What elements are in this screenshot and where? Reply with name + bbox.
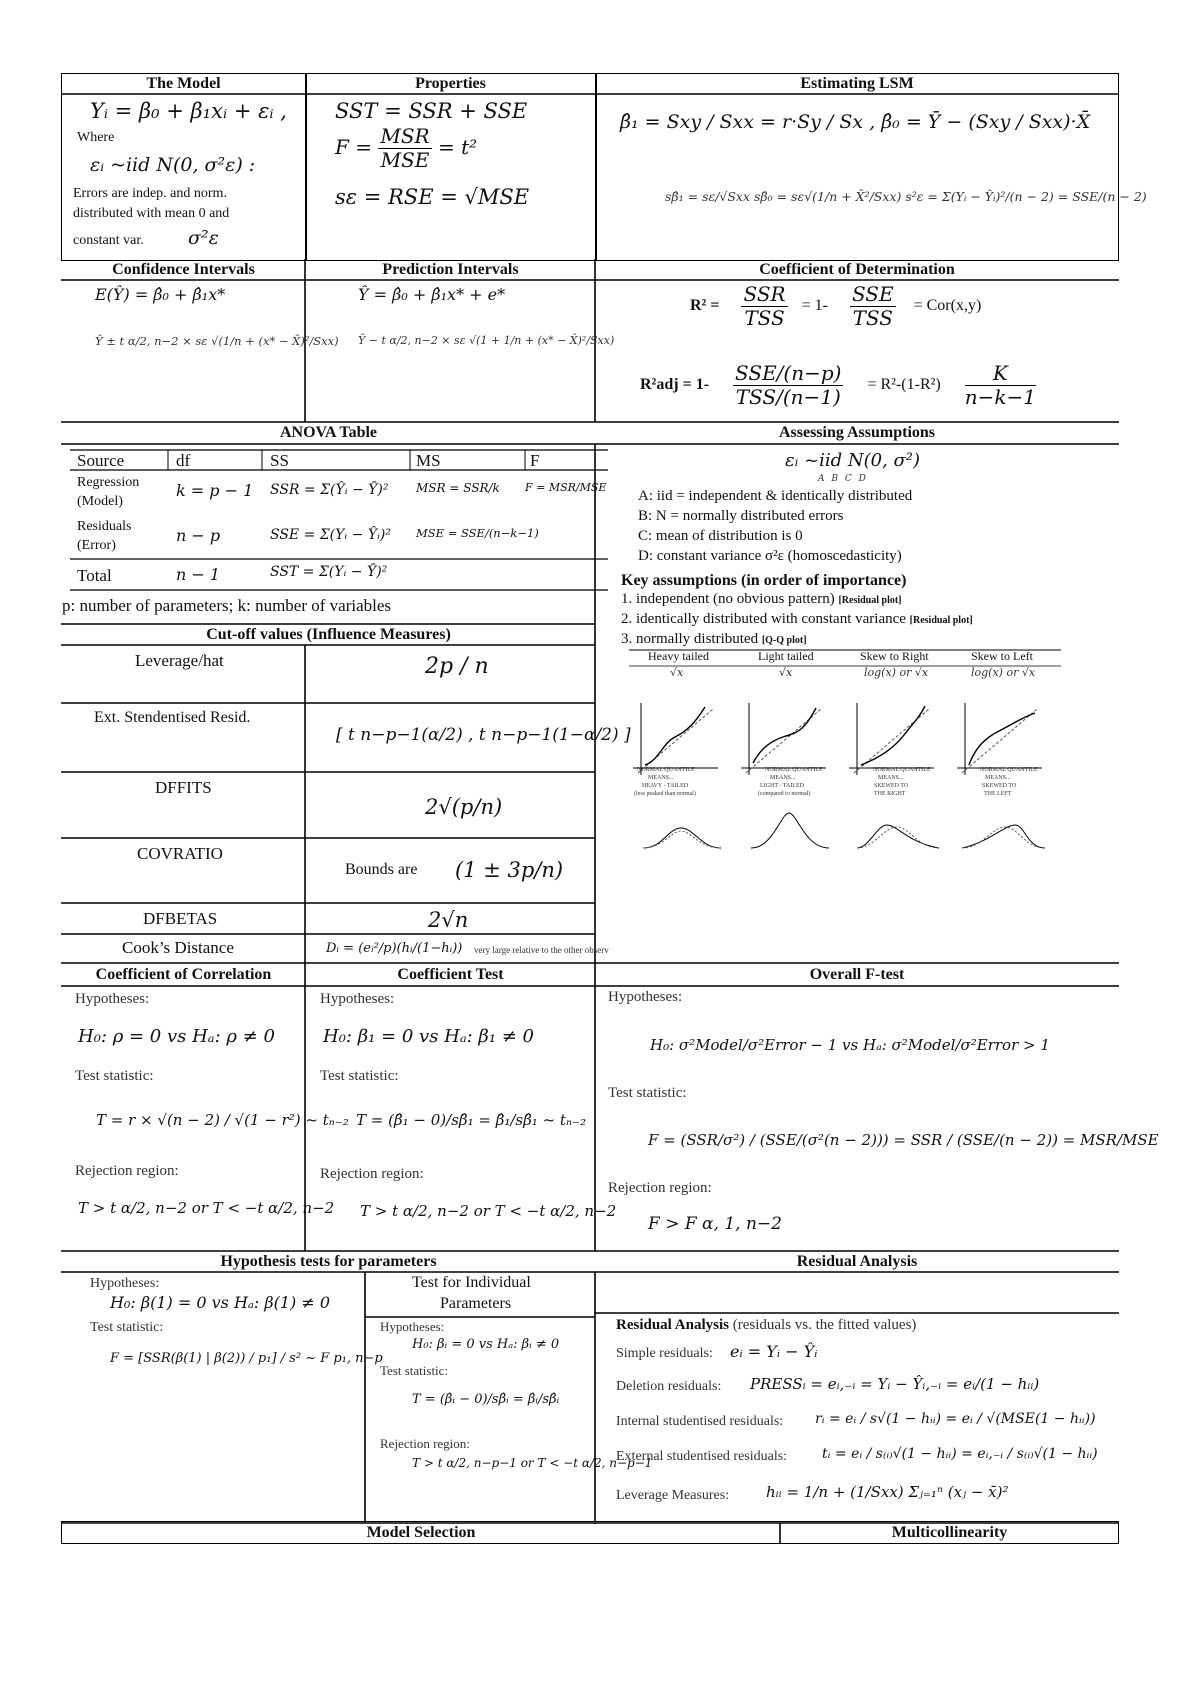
cutoff-extstud-label: Ext. Stendentised Resid. (94, 709, 251, 726)
lsm-beta-estimates: β̂₁ = Sxy / Sxx = r·Sy / Sx , β̂₀ = Ȳ − (Sxy / Sxx)·X̄ (620, 111, 1091, 133)
anova-note: p: number of parameters; k: number of variables (62, 596, 392, 615)
key-assumption-3-tag: [Q-Q plot] (761, 635, 807, 646)
anova-row-total-label: Total (77, 566, 112, 585)
ci-expected-value: E(Ŷ) = β̂₀ + β̂₁x* (95, 285, 226, 304)
cod-r2adj-label: R²adj = 1- (640, 376, 710, 394)
qq-heavy-header: Heavy tailed (648, 649, 709, 663)
properties-f-lhs: F = (335, 135, 372, 159)
residual-leverage-eq: hᵢᵢ = 1/n + (1/Sxx) Σⱼ₌₁ⁿ (xⱼ − x̄)² (766, 1483, 1009, 1501)
cod-one-minus: = 1- (801, 297, 828, 315)
coeftest-hypothesis: H₀: β₁ = 0 vs Hₐ: β₁ ≠ 0 (323, 1026, 534, 1047)
assumptions-dist-letters: A B C D (818, 474, 868, 484)
pi-predicted-value: Ŷ = β̂₀ + β̂₁x* + e* (358, 285, 506, 304)
header-anova-table: ANOVA Table (279, 424, 378, 441)
pi-interval: Ŷ − t α/2, n−2 × sε √(1 + 1/n + (x* − X̄)²/Sxx) (358, 334, 615, 347)
assumption-d: D: constant variance σ²ε (homoscedasticity) (638, 548, 902, 564)
header-residual-analysis: Residual Analysis (796, 1253, 918, 1270)
coeftest-rr-label: Rejection region: (320, 1166, 424, 1182)
qq-skewright-transform: log(x) or √x (864, 666, 929, 679)
properties-f-num: MSR (380, 124, 430, 148)
corr-test-statistic: T = r × √(n − 2) / √(1 − r²) ~ tₙ₋₂ (96, 1111, 349, 1129)
key-assumption-2-tag: [Residual plot] (909, 615, 973, 626)
qq-heavy-tailed-plot (633, 703, 721, 848)
cutoff-cooks-label: Cook’s Distance (122, 938, 234, 957)
properties-sst: SST = SSR + SSE (335, 99, 528, 123)
anova-col-ms: MS (416, 451, 441, 470)
qq-heavy-transform: √x (670, 666, 684, 679)
cutoff-dfbetas-value: 2√n (428, 908, 469, 932)
corr-ts-label: Test statistic: (75, 1068, 154, 1084)
key-assumption-2-text: 2. identically distributed with constant variance (621, 611, 906, 627)
qq-skewleft-cap1: NORMAL QUANTILE (980, 767, 1038, 773)
qq-skewleft-cap2: MEANS... (985, 775, 1011, 781)
cod-nk1: n−k−1 (964, 385, 1036, 409)
qq-heavy-cap3: HEAVY - TAILED (642, 783, 689, 789)
cutoff-extstud-value: [ t n−p−1(α/2) , t n−p−1(1−α/2) ] (336, 725, 631, 745)
qq-skewright-header: Skew to Right (860, 649, 929, 663)
qq-heavy-cap1: NORMAL QUANTILE (637, 767, 695, 773)
anova-row-residuals-ms: MSE = SSE/(n−k−1) (416, 526, 539, 540)
anova-row-regression-ms: MSR = SSR/k (416, 481, 500, 495)
cutoff-cooks-value: Dᵢ = (eᵢ²/p)(hᵢ/(1−hᵢ)) (326, 941, 463, 956)
qq-heavy-cap2: MEANS... (648, 775, 674, 781)
anova-row-residuals-ss: SSE = Σ(Yᵢ − Ŷᵢ)² (270, 527, 391, 543)
residual-title: Residual Analysis (616, 1317, 729, 1333)
ftest-rejection: F > F α, 1, n−2 (648, 1214, 782, 1234)
qq-light-cap3: LIGHT - TAILED (760, 783, 804, 789)
param-ts-label: Test statistic: (90, 1320, 164, 1335)
qq-light-transform: √x (779, 666, 793, 679)
residual-title-rest: (residuals vs. the fitted values) (732, 1317, 917, 1333)
param-hypothesis: H₀: β(1) = 0 vs Hₐ: β(1) ≠ 0 (110, 1293, 331, 1312)
anova-row-regression-df: k = p − 1 (176, 481, 254, 500)
model-desc-line1: Errors are indep. and norm. (73, 186, 227, 201)
cutoff-leverage-label: Leverage/hat (135, 651, 224, 670)
cutoff-dffits-label: DFFITS (155, 778, 212, 797)
header-coef-test: Coefficient Test (397, 966, 504, 983)
corr-rr-label: Rejection region: (75, 1163, 179, 1179)
indiv-title-2: Parameters (440, 1295, 512, 1312)
residual-external-label: External studentised residuals: (616, 1449, 788, 1464)
indiv-hypothesis: H₀: βᵢ = 0 vs Hₐ: βᵢ ≠ 0 (412, 1337, 560, 1352)
assumption-b: B: N = normally distributed errors (638, 508, 844, 524)
key-assumption-1 (621, 591, 902, 608)
ftest-test-statistic: F = (SSR/σ²) / (SSE/(σ²(n − 2))) = SSR / (SSE/(n − 2)) = MSR/MSE (648, 1131, 1159, 1149)
qq-skewright-cap2: MEANS... (878, 775, 904, 781)
ftest-ts-label: Test statistic: (608, 1085, 687, 1101)
coeftest-ts-label: Test statistic: (320, 1068, 399, 1084)
model-variance-symbol: σ²ε (188, 227, 219, 249)
cutoff-dfbetas-label: DFBETAS (143, 909, 218, 928)
indiv-rr-label: Rejection region: (380, 1436, 470, 1451)
residual-simple-label: Simple residuals: (616, 1346, 713, 1361)
assumption-c: C: mean of distribution is 0 (638, 528, 803, 544)
indiv-rejection: T > t α/2, n−p−1 or T < −t α/2, n−p−1 (412, 1456, 653, 1470)
model-desc-line3: constant var. (73, 233, 144, 248)
cod-ssr: SSR (743, 282, 786, 306)
cod-sse: SSE (851, 282, 894, 306)
qq-skewright-cap4: THE RIGHT (874, 791, 906, 797)
anova-row-regression-ss: SSR = Σ(Ŷᵢ − Ȳ)² (270, 482, 389, 498)
ftest-hyp-label: Hypotheses: (608, 989, 683, 1005)
anova-row-residuals-sub: (Error) (77, 538, 116, 553)
header-prediction-intervals: Prediction Intervals (382, 261, 519, 278)
cutoff-covratio-value: (1 ± 3p/n) (455, 858, 564, 882)
anova-row-regression-sub: (Model) (77, 494, 123, 509)
qq-light-cap1: NORMAL QUANTILE (765, 767, 823, 773)
anova-col-ss: SS (270, 451, 289, 470)
indiv-test-statistic: T = (β̂ᵢ − 0)/sβ̂ᵢ = β̂ᵢ/sβ̂ᵢ (412, 1392, 560, 1407)
qq-skewleft-cap3: SKEWED TO (982, 783, 1017, 789)
qq-skewright-cap3: SKEWED TO (874, 783, 909, 789)
properties-se: sε = RSE = √MSE (335, 185, 530, 209)
model-desc-line2: distributed with mean 0 and (73, 206, 230, 221)
qq-skewright-cap1: NORMAL QUANTILE (873, 767, 931, 773)
cod-tss-2: TSS (852, 306, 893, 330)
residual-title-line (616, 1317, 916, 1334)
ftest-hypothesis: H₀: σ²Model/σ²Error − 1 vs Hₐ: σ²Model/σ²Error > 1 (650, 1036, 1050, 1054)
cutoff-leverage-value: 2p / n (425, 654, 489, 679)
coeftest-rejection: T > t α/2, n−2 or T < −t α/2, n−2 (360, 1202, 617, 1220)
header-cutoff-values: Cut-off values (Influence Measures) (206, 626, 451, 643)
corr-hypothesis: H₀: ρ = 0 vs Hₐ: ρ ≠ 0 (78, 1026, 275, 1047)
cod-r2adj-eq: = R²-(1-R²) (867, 376, 941, 394)
residual-leverage-label: Leverage Measures: (616, 1488, 730, 1503)
anova-row-regression-f: F = MSR/MSE (525, 481, 607, 494)
anova-col-f: F (530, 451, 540, 470)
qq-skewleft-header: Skew to Left (971, 649, 1033, 663)
cod-tss: TSS (744, 306, 785, 330)
anova-row-residuals-label: Residuals (77, 519, 132, 534)
coeftest-test-statistic: T = (β̂₁ − 0)/sβ̂₁ = β̂₁/sβ̂₁ ~ tₙ₋₂ (356, 1111, 586, 1129)
header-multicollinearity: Multicollinearity (891, 1524, 1008, 1541)
corr-hyp-label: Hypotheses: (75, 991, 150, 1007)
header-properties: Properties (415, 75, 486, 92)
anova-col-df: df (176, 451, 191, 470)
anova-col-source: Source (77, 451, 125, 470)
header-estimating-lsm: Estimating LSM (800, 75, 914, 92)
param-hyp-label: Hypotheses: (90, 1276, 160, 1291)
header-model-selection: Model Selection (366, 1524, 476, 1541)
header-overall-f-test: Overall F-test (809, 966, 905, 983)
properties-f-den: MSE (380, 148, 430, 172)
model-equation: Yᵢ = β₀ + β₁xᵢ + εᵢ , (90, 99, 287, 123)
ftest-rr-label: Rejection region: (608, 1180, 712, 1196)
residual-deletion-eq: PRESSᵢ = eᵢ,₋ᵢ = Yᵢ − Ŷᵢ,₋ᵢ = eᵢ/(1 − hᵢᵢ) (750, 1375, 1040, 1393)
residual-internal-label: Internal studentised residuals: (616, 1414, 784, 1429)
residual-deletion-label: Deletion residuals: (616, 1379, 722, 1394)
corr-rejection: T > t α/2, n−2 or T < −t α/2, n−2 (78, 1199, 335, 1217)
coeftest-hyp-label: Hypotheses: (320, 991, 395, 1007)
assumptions-error-dist: εᵢ ~iid N(0, σ²) (785, 450, 921, 471)
anova-row-regression-label: Regression (77, 475, 140, 490)
cod-cor: = Cor(x,y) (913, 297, 982, 315)
qq-heavy-cap4: (less peaked than normal) (634, 791, 696, 797)
lsm-standard-errors: sβ̂₁ = sε/√Sxx sβ̂₀ = sε√(1/n + X̄²/Sxx) s²ε = Σ(Yᵢ − Ŷᵢ)²/(n − 2) = SSE/(n − 2) (665, 189, 1147, 204)
cutoff-dffits-value: 2√(p/n) (425, 795, 503, 819)
qq-light-cap4: (compared to normal) (758, 791, 811, 797)
qq-skewleft-cap4: THE LEFT (984, 791, 1012, 797)
key-assumption-3-text: 3. normally distributed (621, 631, 759, 647)
cutoff-covratio-pre: Bounds are (345, 861, 418, 878)
header-hyp-tests-params: Hypothesis tests for parameters (220, 1253, 437, 1270)
anova-row-total-df: n − 1 (176, 565, 221, 584)
cod-tss-n1: TSS/(n−1) (735, 385, 841, 409)
indiv-title-1: Test for Individual (412, 1274, 531, 1291)
key-assumptions-title: Key assumptions (in order of importance) (621, 572, 907, 589)
properties-f-rhs: = t² (437, 135, 478, 159)
qq-light-cap2: MEANS... (770, 775, 796, 781)
anova-row-residuals-df: n − p (176, 526, 221, 545)
cod-sse-np: SSE/(n−p) (735, 361, 842, 385)
residual-simple-eq: eᵢ = Yᵢ − Ŷᵢ (730, 1342, 818, 1361)
cod-r2-label: R² = (690, 297, 720, 315)
anova-row-total-ss: SST = Σ(Yᵢ − Ȳ)² (270, 564, 388, 580)
indiv-hyp-label: Hypotheses: (380, 1319, 445, 1334)
key-assumption-3 (621, 631, 807, 648)
ci-interval: Ŷ ± t α/2, n−2 × sε √(1/n + (x* − X̄)²/Sxx) (95, 334, 339, 348)
header-the-model: The Model (146, 75, 221, 92)
qq-plots-panel (625, 648, 1065, 873)
assumption-a: A: iid = independent & identically distributed (638, 488, 913, 504)
indiv-ts-label: Test statistic: (380, 1363, 449, 1378)
qq-light-header: Light tailed (758, 649, 814, 663)
cutoff-cooks-tail: very large relative to the other observ (474, 945, 609, 955)
key-assumption-2 (621, 611, 973, 628)
key-assumption-1-text: 1. independent (no obvious pattern) (621, 591, 835, 607)
key-assumption-1-tag: [Residual plot] (838, 595, 902, 606)
model-error-distribution: εᵢ ~iid N(0, σ²ε) : (90, 154, 256, 176)
qq-skewleft-transform: log(x) or √x (971, 666, 1036, 679)
param-test-statistic: F = [SSR(β(1) | β(2)) / p₁] / s² ~ F p₁, n−p (110, 1351, 383, 1366)
header-coef-correlation: Coefficient of Correlation (95, 966, 272, 983)
cutoff-covratio-label: COVRATIO (137, 844, 223, 863)
residual-internal-eq: rᵢ = eᵢ / s√(1 − hᵢᵢ) = eᵢ / √(MSE(1 − hᵢᵢ)) (815, 1411, 1096, 1427)
cod-k: K (965, 362, 1036, 386)
header-coef-determination: Coefficient of Determination (759, 261, 955, 278)
header-assessing-assumptions: Assessing Assumptions (778, 424, 936, 441)
header-confidence-intervals: Confidence Intervals (112, 261, 255, 278)
model-where-label: Where (77, 130, 115, 145)
residual-external-eq: tᵢ = eᵢ / s₍ᵢ₎√(1 − hᵢᵢ) = eᵢ,₋ᵢ / s₍ᵢ₎√(1 − hᵢᵢ) (822, 1446, 1098, 1462)
